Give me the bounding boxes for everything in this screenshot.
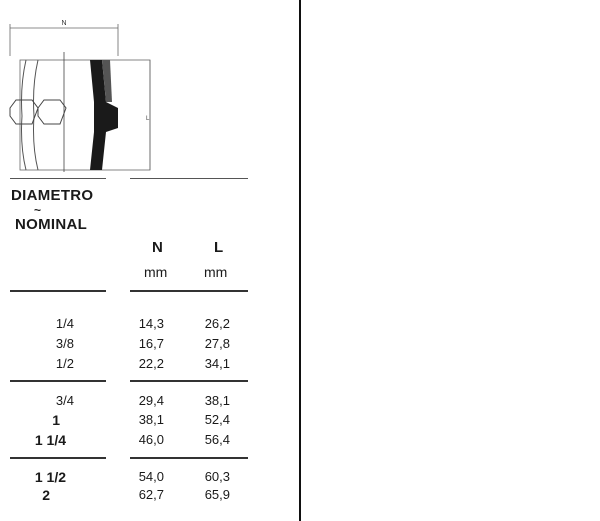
column-n-header: N bbox=[152, 239, 164, 256]
n-cell: 14,3 bbox=[138, 316, 164, 331]
l-cell: 26,2 bbox=[204, 316, 230, 331]
column-l-unit: mm bbox=[204, 264, 228, 280]
rule-top-left bbox=[10, 178, 106, 179]
size-cell: 3/8 bbox=[55, 336, 74, 351]
rule-header-left bbox=[10, 290, 106, 292]
size-cell: 1/4 bbox=[55, 316, 74, 331]
rule-group-1-left bbox=[10, 380, 106, 382]
drawing-n-label: N bbox=[61, 20, 67, 27]
l-cell: 27,8 bbox=[204, 336, 230, 351]
size-cell: 2 bbox=[42, 487, 50, 503]
size-cell: 3/4 bbox=[55, 393, 74, 408]
size-cell: 1 1/4 bbox=[34, 432, 66, 448]
l-cell: 38,1 bbox=[204, 393, 230, 408]
rule-group-1-right bbox=[130, 380, 248, 382]
fitting-drawing bbox=[6, 16, 156, 174]
size-cell: 1 bbox=[52, 412, 60, 428]
page-divider bbox=[299, 0, 301, 521]
n-cell: 38,1 bbox=[138, 412, 164, 427]
l-cell: 65,9 bbox=[204, 487, 230, 502]
rule-top-right bbox=[130, 178, 248, 179]
column-l-header: L bbox=[214, 239, 224, 256]
header-nominal: NOMINAL bbox=[15, 216, 88, 233]
rule-header-right bbox=[130, 290, 248, 292]
l-cell: 60,3 bbox=[204, 469, 230, 484]
n-cell: 22,2 bbox=[138, 356, 164, 371]
n-cell: 62,7 bbox=[138, 487, 164, 502]
drawing-l-label: L bbox=[146, 116, 150, 122]
size-cell: 1/2 bbox=[55, 356, 74, 371]
l-cell: 56,4 bbox=[204, 432, 230, 447]
n-cell: 16,7 bbox=[138, 336, 164, 351]
l-cell: 34,1 bbox=[204, 356, 230, 371]
header-tilde: ~ bbox=[34, 203, 42, 217]
n-cell: 46,0 bbox=[138, 432, 164, 447]
n-cell: 54,0 bbox=[138, 469, 164, 484]
rule-group-2-right bbox=[130, 457, 248, 459]
header-diametro: DIAMETRO bbox=[11, 187, 94, 204]
rule-group-2-left bbox=[10, 457, 106, 459]
l-cell: 52,4 bbox=[204, 412, 230, 427]
column-n-unit: mm bbox=[144, 264, 168, 280]
size-cell: 1 1/2 bbox=[34, 469, 66, 485]
n-cell: 29,4 bbox=[138, 393, 164, 408]
